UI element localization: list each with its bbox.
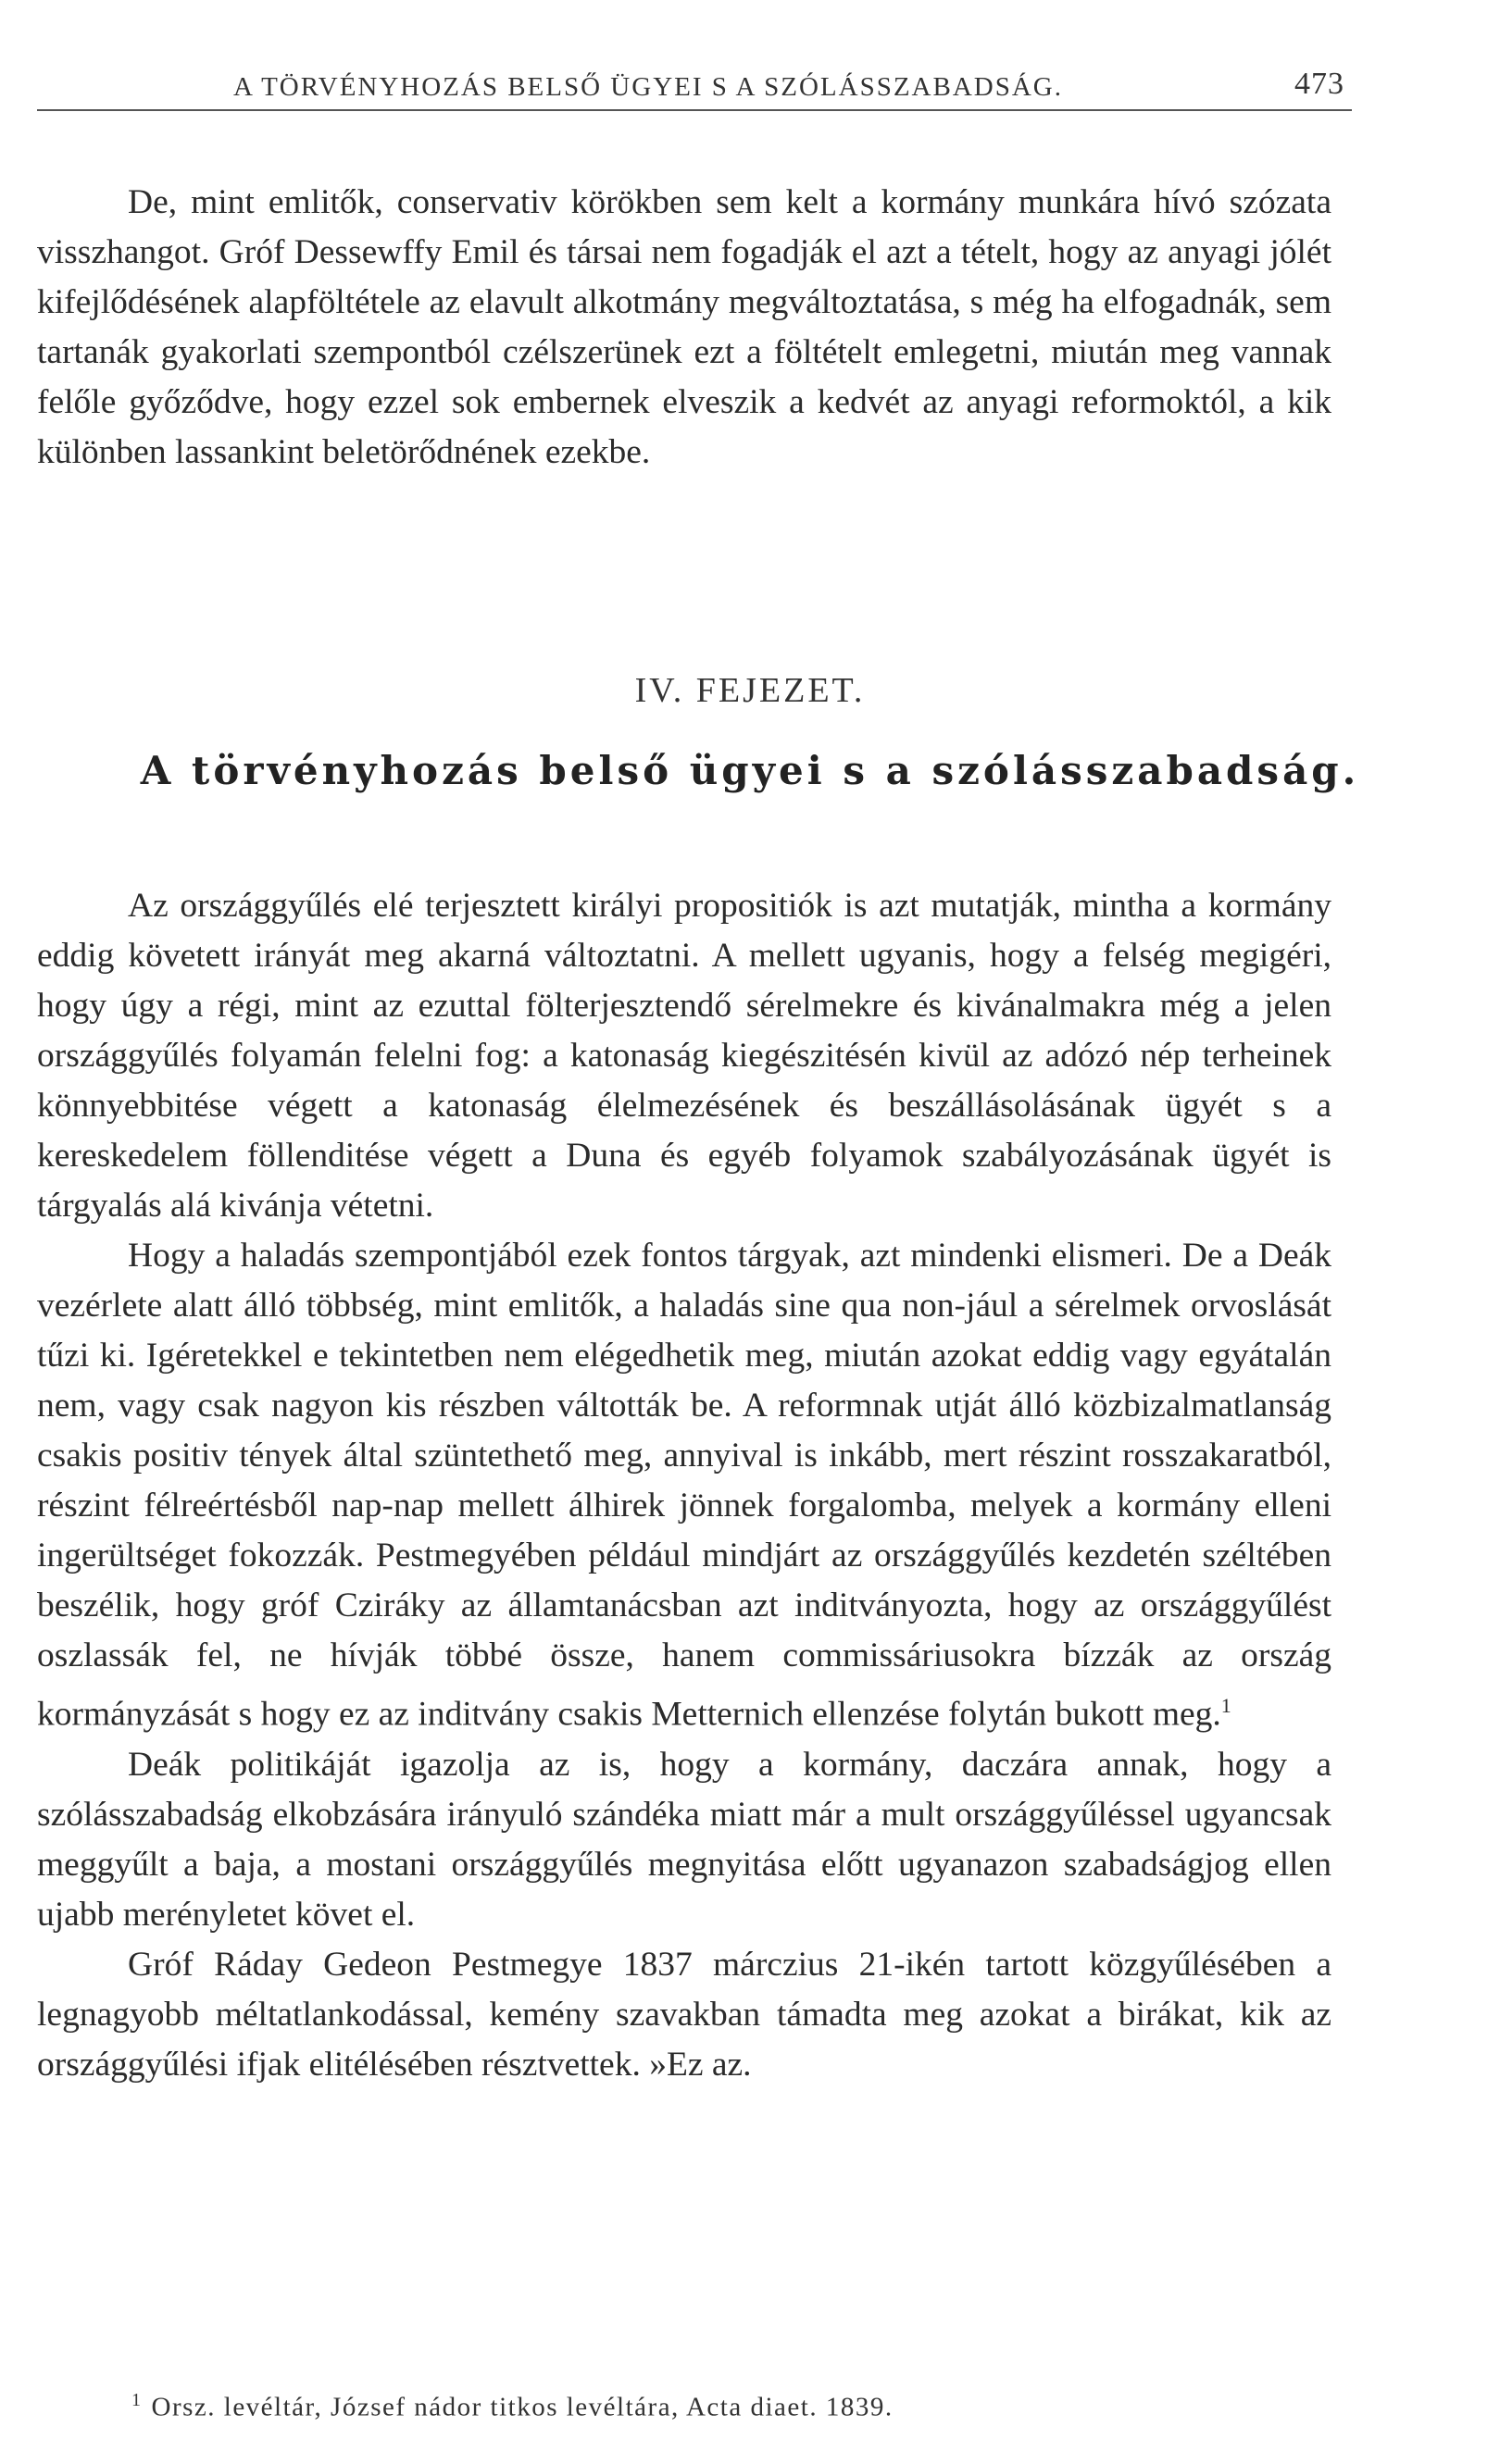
footnote-text: Orsz. levéltár, József nádor titkos levéltára, Acta diaet. 1839.	[151, 2392, 894, 2422]
paragraph: Deák politikáját igazolja az is, hogy a kormány, daczára annak, hogy a szólásszabadság elkobzására irányuló szándéka miatt már a mult országgyűléssel ugyancsak meggyűlt a baja, a mostani országgyűlés megnyitása előtt ugyanazon szabadságjog ellen ujabb merényletet követ el.	[37, 1745, 1331, 1934]
running-head-title: A TÖRVÉNYHOZÁS BELSŐ ÜGYEI S A SZÓLÁSSZABADSÁG.	[233, 72, 1063, 102]
chapter-title: A törvényhozás belső ügyei s a szólásszabadság.	[140, 748, 1360, 793]
paragraph: Gróf Ráday Gedeon Pestmegye 1837 márczius 21-ikén tartott közgyűlésében a legnagyobb méltatlankodással, kemény szavakban támadta meg azokat a birákat, kik az országgyűlési ifjak elitélésében résztvettek. »Ez az.	[37, 1945, 1331, 2084]
footnote-marker: 1	[131, 2390, 143, 2410]
paragraph: Az országgyűlés elé terjesztett királyi propositiók is azt mutatják, mintha a kormány eddig követett irányát meg akarná változtatni. A mellett ugyanis, hogy a felség megigéri, hogy úgy a régi, mint az ezuttal fölterjesztendő sérelmekre és kivánalmakra még a jelen országgyűlés folyamán felelni fog: a katonaság kiegészitésén kivül az adózó nép terheinek könnyebbitése végett a katonaság élelmezésének és beszállásolásának ügyét s a kereskedelem föllenditése végett a Duna és egyéb folyamok szabályozásának ügyét is tárgyalás alá kivánja vétetni.	[37, 887, 1331, 1225]
intro-section	[37, 178, 1331, 478]
chapter-number: IV. FEJEZET.	[634, 671, 866, 710]
paragraph	[37, 1231, 1331, 1740]
running-head	[233, 67, 1344, 107]
footnote-reference[interactable]: 1	[1220, 1694, 1231, 1717]
page-number: 473	[1294, 67, 1344, 101]
header-rule	[37, 109, 1352, 111]
paragraph: De, mint emlitők, conservativ körökben sem kelt a kormány munkára hívó szózata visszhangot. Gróf Dessewffy Emil és társai nem fogadják el azt a tételt, hogy az anyagi jólét kifejlődésének alapföltétele az elavult alkotmány megváltoztatása, s még ha elfogadnák, sem tartanák gyakorlati szempontból czélszerünek ezt a föltételt emlegetni, miután meg vannak felőle győződve, hogy ezzel sok embernek elveszik a kedvét az anyagi reformoktól, a kik különben lassankint beletörődnének ezekbe.	[37, 183, 1331, 471]
chapter-body	[37, 881, 1331, 2090]
footnote	[131, 2390, 1243, 2423]
paragraph-text: Hogy a haladás szempontjából ezek fontos tárgyak, azt mindenki elismeri. De a Deák vezérlete alatt álló többség, mint emlitők, a haladás sine qua non-jául a sérelmek orvoslását tűzi ki. Igéretekkel e tekintetben nem elégedhetik meg, miután azokat eddig vagy egyátalán nem, vagy csak nagyon kis részben váltották be. A reformnak utját álló közbizalmatlanság csakis positiv tények által szüntethető meg, annyival is inkább, mert részint rosszakaratból, részint félreértésből nap-nap mellett álhirek jönnek forgalomba, melyek a kormány elleni ingerültséget fokozzák. Pestmegyében például mindjárt az országgyűlés kezdetén széltében beszélik, hogy gróf Cziráky az államtanácsban azt inditványozta, hogy az országgyűlést oszlassák fel, ne hívják többé össze, hanem commissáriusokra bízzák az ország kormányzását s hogy ez az inditvány csakis Metternich ellenzése folytán bukott meg.	[37, 1237, 1331, 1734]
